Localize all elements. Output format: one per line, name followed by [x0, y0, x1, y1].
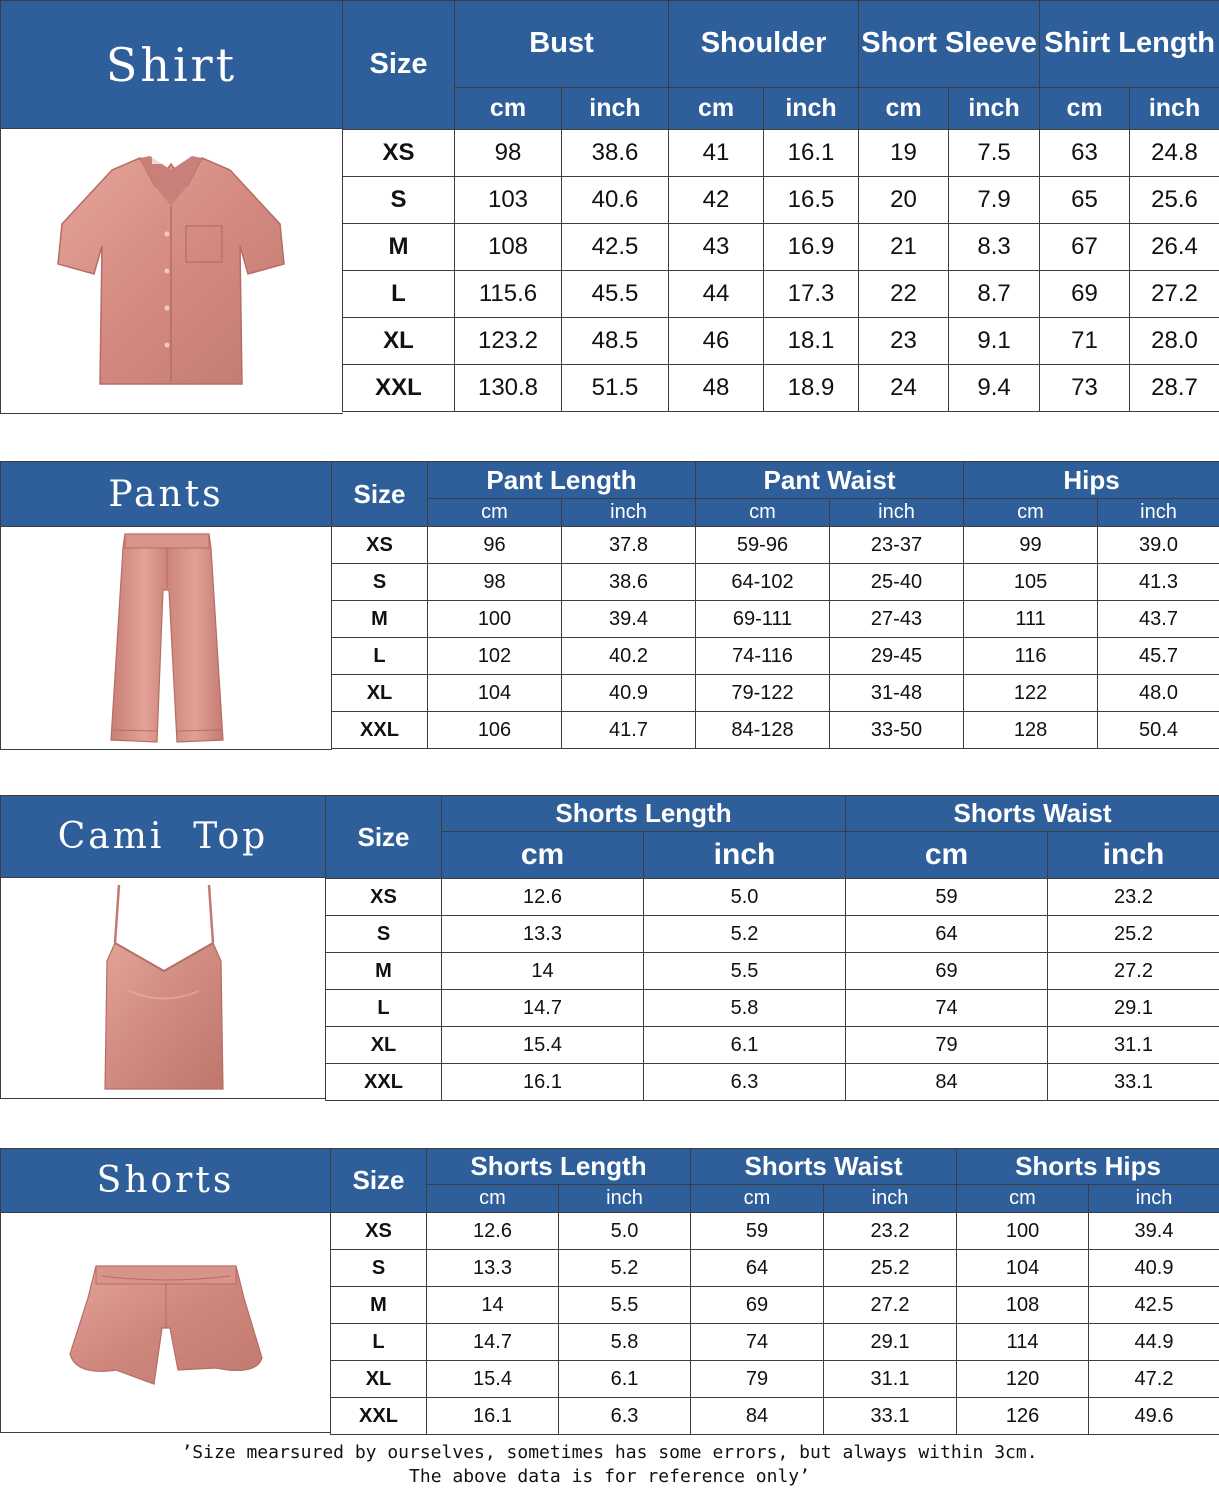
size-cell: M [326, 953, 442, 990]
table-row [343, 318, 1219, 365]
shorts-size-table [330, 1148, 1219, 1435]
unit-header: cm [964, 499, 1098, 527]
measurement-cell: 69 [1040, 271, 1130, 318]
measurement-cell: 84-128 [696, 712, 830, 749]
measurement-cell: 27.2 [824, 1287, 957, 1324]
measurement-cell: 122 [964, 675, 1098, 712]
table-row [332, 527, 1219, 564]
unit-header: inch [1098, 499, 1219, 527]
measurement-cell: 84 [691, 1398, 824, 1435]
size-cell: XXL [332, 712, 428, 749]
table-row [343, 365, 1219, 412]
size-cell: XS [326, 879, 442, 916]
measurement-cell: 126 [957, 1398, 1089, 1435]
measurement-cell: 79 [691, 1361, 824, 1398]
measurement-cell: 43 [669, 224, 764, 271]
measurement-cell: 28.0 [1130, 318, 1219, 365]
measurement-cell: 42.5 [562, 224, 669, 271]
measurement-cell: 79 [846, 1027, 1048, 1064]
table-row [326, 879, 1219, 916]
column-header: Shorts Length [427, 1149, 691, 1185]
measurement-cell: 17.3 [764, 271, 859, 318]
column-header: Shirt Length [1040, 1, 1219, 88]
unit-header: cm [428, 499, 562, 527]
table-row [326, 1027, 1219, 1064]
measurement-cell: 19 [859, 130, 949, 177]
measurement-cell: 42.5 [1089, 1287, 1219, 1324]
column-header: Shoulder [669, 1, 859, 88]
measurement-cell: 21 [859, 224, 949, 271]
measurement-cell: 67 [1040, 224, 1130, 271]
measurement-cell: 25.6 [1130, 177, 1219, 224]
measurement-cell: 130.8 [455, 365, 562, 412]
measurement-cell: 6.1 [644, 1027, 846, 1064]
measurement-cell: 29.1 [1048, 990, 1219, 1027]
size-cell: XS [343, 130, 455, 177]
unit-header: cm [957, 1185, 1089, 1213]
measurement-cell: 16.5 [764, 177, 859, 224]
shirt-size-table [342, 0, 1219, 412]
measurement-cell: 31.1 [824, 1361, 957, 1398]
measurement-cell: 40.9 [1089, 1250, 1219, 1287]
measurement-cell: 44 [669, 271, 764, 318]
measurement-cell: 20 [859, 177, 949, 224]
table-row [331, 1287, 1219, 1324]
measurement-cell: 23.2 [1048, 879, 1219, 916]
measurement-cell: 5.0 [559, 1213, 691, 1250]
size-cell: XXL [343, 365, 455, 412]
measurement-cell: 6.3 [559, 1398, 691, 1435]
pants-title: Pants [0, 461, 332, 527]
size-header: Size [326, 796, 442, 879]
measurement-cell: 38.6 [562, 564, 696, 601]
unit-header: inch [830, 499, 964, 527]
unit-header: inch [1089, 1185, 1219, 1213]
measurement-cell: 71 [1040, 318, 1130, 365]
measurement-cell: 38.6 [562, 130, 669, 177]
measurement-cell: 24.8 [1130, 130, 1219, 177]
size-cell: XL [326, 1027, 442, 1064]
measurement-cell: 24 [859, 365, 949, 412]
measurement-cell: 5.5 [644, 953, 846, 990]
table-row [326, 1064, 1219, 1101]
measurement-cell: 63 [1040, 130, 1130, 177]
measurement-cell: 31-48 [830, 675, 964, 712]
table-row [332, 638, 1219, 675]
table-row [332, 712, 1219, 749]
table-row [331, 1398, 1219, 1435]
measurement-cell: 65 [1040, 177, 1130, 224]
measurement-cell: 84 [846, 1064, 1048, 1101]
measurement-cell: 25-40 [830, 564, 964, 601]
note-line-2: The above data is for reference only’ [409, 1466, 810, 1487]
size-cell: L [332, 638, 428, 675]
unit-header: cm [669, 88, 764, 130]
measurement-note [0, 1441, 1219, 1489]
measurement-cell: 15.4 [427, 1361, 559, 1398]
measurement-cell: 102 [428, 638, 562, 675]
measurement-cell: 13.3 [442, 916, 644, 953]
measurement-cell: 73 [1040, 365, 1130, 412]
measurement-cell: 6.1 [559, 1361, 691, 1398]
measurement-cell: 40.9 [562, 675, 696, 712]
measurement-cell: 64 [846, 916, 1048, 953]
unit-header: inch [949, 88, 1040, 130]
unit-header: cm [442, 832, 644, 879]
unit-header: inch [1048, 832, 1219, 879]
measurement-cell: 48.5 [562, 318, 669, 365]
shorts-size-section [0, 1148, 1219, 1433]
table-row [343, 130, 1219, 177]
measurement-cell: 51.5 [562, 365, 669, 412]
measurement-cell: 98 [428, 564, 562, 601]
measurement-cell: 46 [669, 318, 764, 365]
measurement-cell: 13.3 [427, 1250, 559, 1287]
measurement-cell: 28.7 [1130, 365, 1219, 412]
table-row [343, 271, 1219, 318]
unit-header: cm [859, 88, 949, 130]
measurement-cell: 5.0 [644, 879, 846, 916]
cami-top-title: Cami Top [0, 795, 326, 878]
unit-header: cm [427, 1185, 559, 1213]
shirt-icon [52, 146, 292, 396]
size-cell: XL [332, 675, 428, 712]
size-header: Size [332, 462, 428, 527]
measurement-cell: 41 [669, 130, 764, 177]
measurement-cell: 12.6 [442, 879, 644, 916]
note-line-1: ’Size mearsured by ourselves, sometimes has some errors, but always within 3cm. [181, 1442, 1038, 1463]
measurement-cell: 16.1 [764, 130, 859, 177]
column-header: Shorts Length [442, 796, 846, 832]
measurement-cell: 74 [691, 1324, 824, 1361]
measurement-cell: 41.7 [562, 712, 696, 749]
shirt-size-section [0, 0, 1219, 414]
measurement-cell: 40.6 [562, 177, 669, 224]
measurement-cell: 22 [859, 271, 949, 318]
measurement-cell: 39.4 [562, 601, 696, 638]
measurement-cell: 59 [691, 1213, 824, 1250]
size-cell: S [326, 916, 442, 953]
table-row [343, 177, 1219, 224]
pants-size-section [0, 461, 1219, 750]
measurement-cell: 59-96 [696, 527, 830, 564]
table-row [331, 1324, 1219, 1361]
measurement-cell: 59 [846, 879, 1048, 916]
table-row [332, 675, 1219, 712]
measurement-cell: 16.1 [427, 1398, 559, 1435]
measurement-cell: 79-122 [696, 675, 830, 712]
measurement-cell: 18.1 [764, 318, 859, 365]
column-header: Shorts Waist [691, 1149, 957, 1185]
measurement-cell: 5.8 [559, 1324, 691, 1361]
measurement-cell: 100 [957, 1213, 1089, 1250]
unit-header: inch [644, 832, 846, 879]
size-header: Size [331, 1149, 427, 1213]
measurement-cell: 69 [691, 1287, 824, 1324]
measurement-cell: 103 [455, 177, 562, 224]
measurement-cell: 115.6 [455, 271, 562, 318]
measurement-cell: 123.2 [455, 318, 562, 365]
column-header: Short Sleeve [859, 1, 1040, 88]
table-row [332, 564, 1219, 601]
unit-header: inch [562, 88, 669, 130]
measurement-cell: 5.2 [559, 1250, 691, 1287]
measurement-cell: 9.4 [949, 365, 1040, 412]
size-cell: XXL [326, 1064, 442, 1101]
size-cell: S [343, 177, 455, 224]
measurement-cell: 104 [957, 1250, 1089, 1287]
table-row [343, 224, 1219, 271]
measurement-cell: 33.1 [824, 1398, 957, 1435]
measurement-cell: 27-43 [830, 601, 964, 638]
measurement-cell: 128 [964, 712, 1098, 749]
size-cell: XL [331, 1361, 427, 1398]
measurement-cell: 74 [846, 990, 1048, 1027]
size-cell: XS [331, 1213, 427, 1250]
table-row [326, 990, 1219, 1027]
unit-header: inch [764, 88, 859, 130]
column-header: Shorts Hips [957, 1149, 1219, 1185]
size-cell: XS [332, 527, 428, 564]
measurement-cell: 74-116 [696, 638, 830, 675]
measurement-cell: 41.3 [1098, 564, 1219, 601]
size-cell: XXL [331, 1398, 427, 1435]
measurement-cell: 8.3 [949, 224, 1040, 271]
column-header: Hips [964, 462, 1219, 499]
column-header: Pant Waist [696, 462, 964, 499]
unit-header: inch [1130, 88, 1219, 130]
pants-icon [107, 530, 227, 746]
size-cell: S [331, 1250, 427, 1287]
unit-header: inch [559, 1185, 691, 1213]
measurement-cell: 25.2 [1048, 916, 1219, 953]
measurement-cell: 120 [957, 1361, 1089, 1398]
measurement-cell: 5.5 [559, 1287, 691, 1324]
measurement-cell: 8.7 [949, 271, 1040, 318]
measurement-cell: 23 [859, 318, 949, 365]
measurement-cell: 64 [691, 1250, 824, 1287]
measurement-cell: 48 [669, 365, 764, 412]
column-header: Bust [455, 1, 669, 88]
table-row [326, 953, 1219, 990]
measurement-cell: 100 [428, 601, 562, 638]
measurement-cell: 9.1 [949, 318, 1040, 365]
table-row [331, 1250, 1219, 1287]
size-cell: L [343, 271, 455, 318]
measurement-cell: 18.9 [764, 365, 859, 412]
measurement-cell: 14 [427, 1287, 559, 1324]
measurement-cell: 49.6 [1089, 1398, 1219, 1435]
measurement-cell: 14.7 [442, 990, 644, 1027]
unit-header: cm [1040, 88, 1130, 130]
measurement-cell: 16.9 [764, 224, 859, 271]
column-header: Shorts Waist [846, 796, 1219, 832]
measurement-cell: 40.2 [562, 638, 696, 675]
shorts-icon [66, 1258, 266, 1388]
measurement-cell: 44.9 [1089, 1324, 1219, 1361]
cami-top-size-section [0, 795, 1219, 1099]
measurement-cell: 5.8 [644, 990, 846, 1027]
shorts-title: Shorts [0, 1148, 331, 1213]
unit-header: cm [455, 88, 562, 130]
measurement-cell: 106 [428, 712, 562, 749]
measurement-cell: 7.9 [949, 177, 1040, 224]
measurement-cell: 25.2 [824, 1250, 957, 1287]
measurement-cell: 108 [957, 1287, 1089, 1324]
measurement-cell: 23-37 [830, 527, 964, 564]
measurement-cell: 42 [669, 177, 764, 224]
size-cell: L [326, 990, 442, 1027]
size-header: Size [343, 1, 455, 130]
cami-top-size-table [325, 795, 1219, 1101]
measurement-cell: 98 [455, 130, 562, 177]
size-cell: M [332, 601, 428, 638]
shirt-title: Shirt [0, 0, 343, 129]
measurement-cell: 14.7 [427, 1324, 559, 1361]
pants-image-cell [0, 526, 332, 750]
measurement-cell: 108 [455, 224, 562, 271]
measurement-cell: 96 [428, 527, 562, 564]
table-row [331, 1213, 1219, 1250]
unit-header: inch [562, 499, 696, 527]
measurement-cell: 69-111 [696, 601, 830, 638]
measurement-cell: 37.8 [562, 527, 696, 564]
measurement-cell: 43.7 [1098, 601, 1219, 638]
measurement-cell: 33-50 [830, 712, 964, 749]
measurement-cell: 39.0 [1098, 527, 1219, 564]
size-cell: XL [343, 318, 455, 365]
table-row [332, 601, 1219, 638]
shorts-image-cell [0, 1212, 331, 1433]
measurement-cell: 12.6 [427, 1213, 559, 1250]
column-header: Pant Length [428, 462, 696, 499]
shirt-image-cell [0, 128, 343, 414]
measurement-cell: 23.2 [824, 1213, 957, 1250]
pants-size-table [331, 461, 1219, 749]
measurement-cell: 14 [442, 953, 644, 990]
measurement-cell: 114 [957, 1324, 1089, 1361]
measurement-cell: 27.2 [1048, 953, 1219, 990]
measurement-cell: 16.1 [442, 1064, 644, 1101]
size-cell: L [331, 1324, 427, 1361]
size-cell: M [343, 224, 455, 271]
size-cell: M [331, 1287, 427, 1324]
measurement-cell: 104 [428, 675, 562, 712]
measurement-cell: 69 [846, 953, 1048, 990]
measurement-cell: 45.7 [1098, 638, 1219, 675]
measurement-cell: 47.2 [1089, 1361, 1219, 1398]
measurement-cell: 33.1 [1048, 1064, 1219, 1101]
measurement-cell: 99 [964, 527, 1098, 564]
measurement-cell: 6.3 [644, 1064, 846, 1101]
measurement-cell: 45.5 [562, 271, 669, 318]
cami-top-icon [89, 881, 239, 1095]
measurement-cell: 7.5 [949, 130, 1040, 177]
measurement-cell: 5.2 [644, 916, 846, 953]
table-row [326, 916, 1219, 953]
unit-header: inch [824, 1185, 957, 1213]
cami-top-image-cell [0, 877, 326, 1099]
measurement-cell: 27.2 [1130, 271, 1219, 318]
measurement-cell: 64-102 [696, 564, 830, 601]
measurement-cell: 116 [964, 638, 1098, 675]
measurement-cell: 26.4 [1130, 224, 1219, 271]
unit-header: cm [691, 1185, 824, 1213]
measurement-cell: 39.4 [1089, 1213, 1219, 1250]
size-cell: S [332, 564, 428, 601]
unit-header: cm [696, 499, 830, 527]
measurement-cell: 105 [964, 564, 1098, 601]
unit-header: cm [846, 832, 1048, 879]
table-row [331, 1361, 1219, 1398]
measurement-cell: 31.1 [1048, 1027, 1219, 1064]
measurement-cell: 50.4 [1098, 712, 1219, 749]
measurement-cell: 29-45 [830, 638, 964, 675]
measurement-cell: 15.4 [442, 1027, 644, 1064]
measurement-cell: 48.0 [1098, 675, 1219, 712]
measurement-cell: 111 [964, 601, 1098, 638]
measurement-cell: 29.1 [824, 1324, 957, 1361]
